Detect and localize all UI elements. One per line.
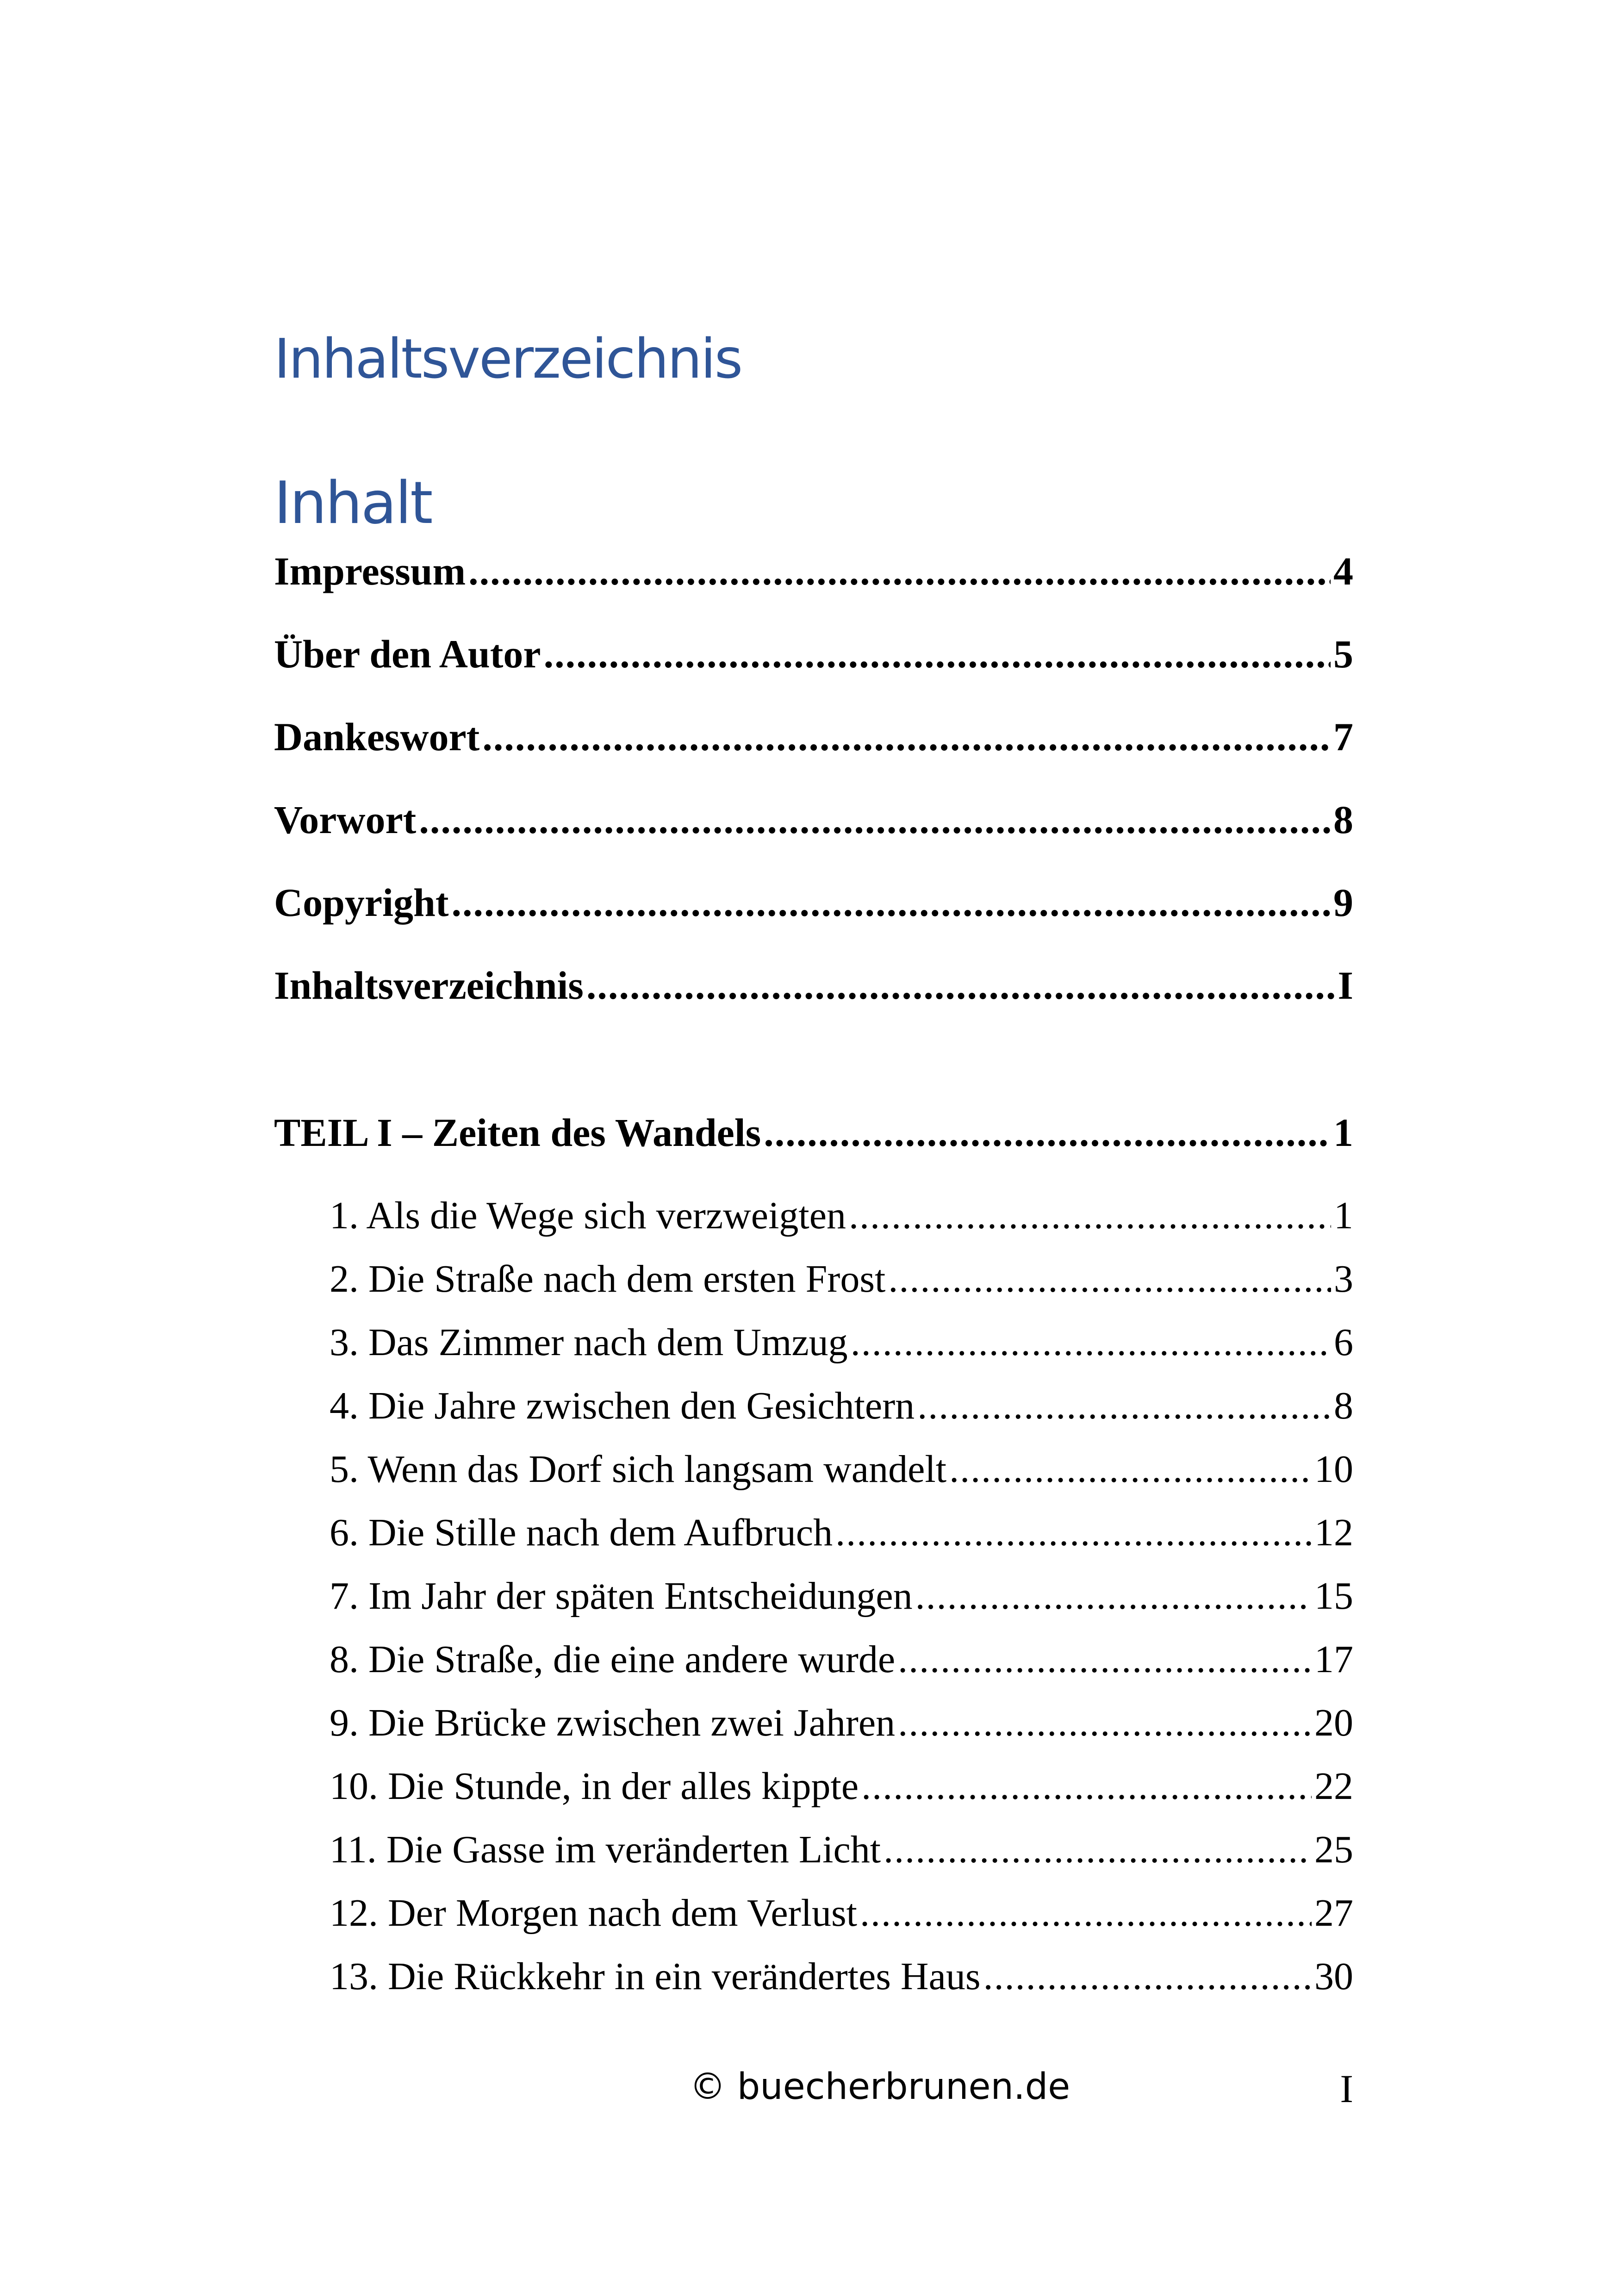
toc-leader-dots	[586, 965, 1335, 1005]
toc-entry-dankeswort[interactable]	[274, 717, 1353, 757]
toc-leader-dots	[983, 1957, 1312, 1996]
toc-chapter-13[interactable]	[330, 1957, 1353, 1996]
toc-entry-copyright[interactable]	[274, 880, 1353, 925]
toc-chapter-page: 3	[1334, 1257, 1353, 1300]
toc-entry-title: Impressum	[274, 549, 466, 593]
toc-leader-dots	[860, 1894, 1312, 1933]
toc-chapter-title: 1. Als die Wege sich verzweigten	[330, 1194, 846, 1237]
toc-entry-page: I	[1338, 963, 1353, 1008]
toc-entry-title: Vorwort	[274, 797, 417, 842]
toc-entry-page: 8	[1333, 797, 1353, 842]
toc-leader-dots	[898, 1704, 1312, 1742]
toc-chapter-page: 8	[1334, 1384, 1353, 1427]
toc-chapter-title: 11. Die Gasse im veränderten Licht	[330, 1828, 881, 1871]
toc-entry-ueber-den-autor[interactable]	[274, 634, 1353, 674]
toc-chapter-5[interactable]	[330, 1450, 1353, 1489]
toc-leader-dots	[451, 883, 1331, 922]
toc-leader-dots	[861, 1767, 1312, 1806]
toc-chapter-title: 12. Der Morgen nach dem Verlust	[330, 1892, 857, 1935]
toc-chapter-title: 5. Wenn das Dorf sich langsam wandelt	[330, 1448, 947, 1491]
toc-chapter-page: 1	[1334, 1194, 1353, 1237]
toc-entry-title: TEIL I – Zeiten des Wandels	[274, 1110, 761, 1155]
toc-chapter-page: 30	[1314, 1955, 1353, 1998]
toc-chapter-page: 10	[1314, 1448, 1353, 1491]
toc-leader-dots	[419, 800, 1331, 840]
toc-chapter-2[interactable]	[330, 1257, 1353, 1300]
toc-chapter-page: 25	[1314, 1828, 1353, 1871]
toc-chapter-8[interactable]	[330, 1640, 1353, 1679]
toc-entry-part-1[interactable]	[274, 1110, 1353, 1155]
document-title: Inhaltsverzeichnis	[274, 327, 742, 391]
toc-entry-impressum[interactable]	[274, 551, 1353, 591]
footer-page-number: I	[1340, 2066, 1353, 2111]
toc-chapter-title: 10. Die Stunde, in der alles kippte	[330, 1765, 859, 1808]
toc-leader-dots	[764, 1113, 1331, 1152]
toc-leader-dots	[835, 1513, 1312, 1552]
toc-chapter-title: 13. Die Rückkehr in ein verändertes Haus	[330, 1955, 981, 1998]
toc-entry-page: 7	[1333, 715, 1353, 759]
toc-chapter-title: 9. Die Brücke zwischen zwei Jahren	[330, 1701, 896, 1744]
toc-chapter-9[interactable]	[330, 1701, 1353, 1744]
toc-chapter-page: 20	[1314, 1701, 1353, 1744]
toc-leader-dots	[915, 1577, 1312, 1616]
toc-leader-dots	[468, 551, 1331, 591]
toc-chapter-7[interactable]	[330, 1574, 1353, 1618]
toc-leader-dots	[482, 717, 1331, 757]
toc-leader-dots	[884, 1830, 1312, 1869]
toc-chapter-11[interactable]	[330, 1830, 1353, 1869]
toc-entry-title: Über den Autor	[274, 632, 541, 676]
toc-chapter-page: 15	[1314, 1574, 1353, 1618]
toc-leader-dots	[851, 1323, 1331, 1362]
toc-leader-dots	[898, 1640, 1312, 1679]
toc-leader-dots	[888, 1260, 1331, 1299]
toc-entry-title: Inhaltsverzeichnis	[274, 963, 584, 1008]
toc-chapter-page: 17	[1314, 1638, 1353, 1681]
toc-entry-page: 9	[1333, 880, 1353, 925]
toc-chapter-page: 27	[1314, 1892, 1353, 1935]
toc-chapter-page: 22	[1314, 1765, 1353, 1808]
toc-entry-page: 5	[1333, 632, 1353, 676]
toc-entry-title: Copyright	[274, 880, 449, 925]
toc-chapter-3[interactable]	[330, 1323, 1353, 1362]
toc-chapter-title: 4. Die Jahre zwischen den Gesichtern	[330, 1384, 915, 1427]
toc-entry-title: Dankeswort	[274, 715, 480, 759]
toc-chapter-10[interactable]	[330, 1767, 1353, 1806]
toc-chapter-title: 3. Das Zimmer nach dem Umzug	[330, 1321, 848, 1364]
toc-leader-dots	[949, 1450, 1312, 1489]
toc-chapter-title: 2. Die Straße nach dem ersten Frost	[330, 1257, 886, 1300]
toc-heading: Inhalt	[274, 469, 432, 537]
toc-chapter-1[interactable]	[330, 1196, 1353, 1235]
toc-chapter-title: 8. Die Straße, die eine andere wurde	[330, 1638, 896, 1681]
toc-entry-inhaltsverzeichnis[interactable]	[274, 963, 1353, 1008]
toc-leader-dots	[544, 634, 1331, 674]
toc-chapter-4[interactable]	[330, 1384, 1353, 1427]
toc-chapter-12[interactable]	[330, 1894, 1353, 1933]
toc-chapter-title: 6. Die Stille nach dem Aufbruch	[330, 1511, 833, 1554]
toc-entry-vorwort[interactable]	[274, 797, 1353, 842]
toc-chapter-page: 6	[1334, 1321, 1353, 1364]
toc-entry-page: 1	[1333, 1110, 1353, 1155]
toc-leader-dots	[917, 1387, 1331, 1425]
footer-copyright: © buecherbrunen.de	[690, 2066, 1070, 2108]
toc-entry-page: 4	[1333, 549, 1353, 593]
toc-leader-dots	[849, 1196, 1331, 1235]
toc-chapter-title: 7. Im Jahr der späten Entscheidungen	[330, 1574, 913, 1618]
toc-chapter-6[interactable]	[330, 1513, 1353, 1552]
toc-chapter-page: 12	[1314, 1511, 1353, 1554]
